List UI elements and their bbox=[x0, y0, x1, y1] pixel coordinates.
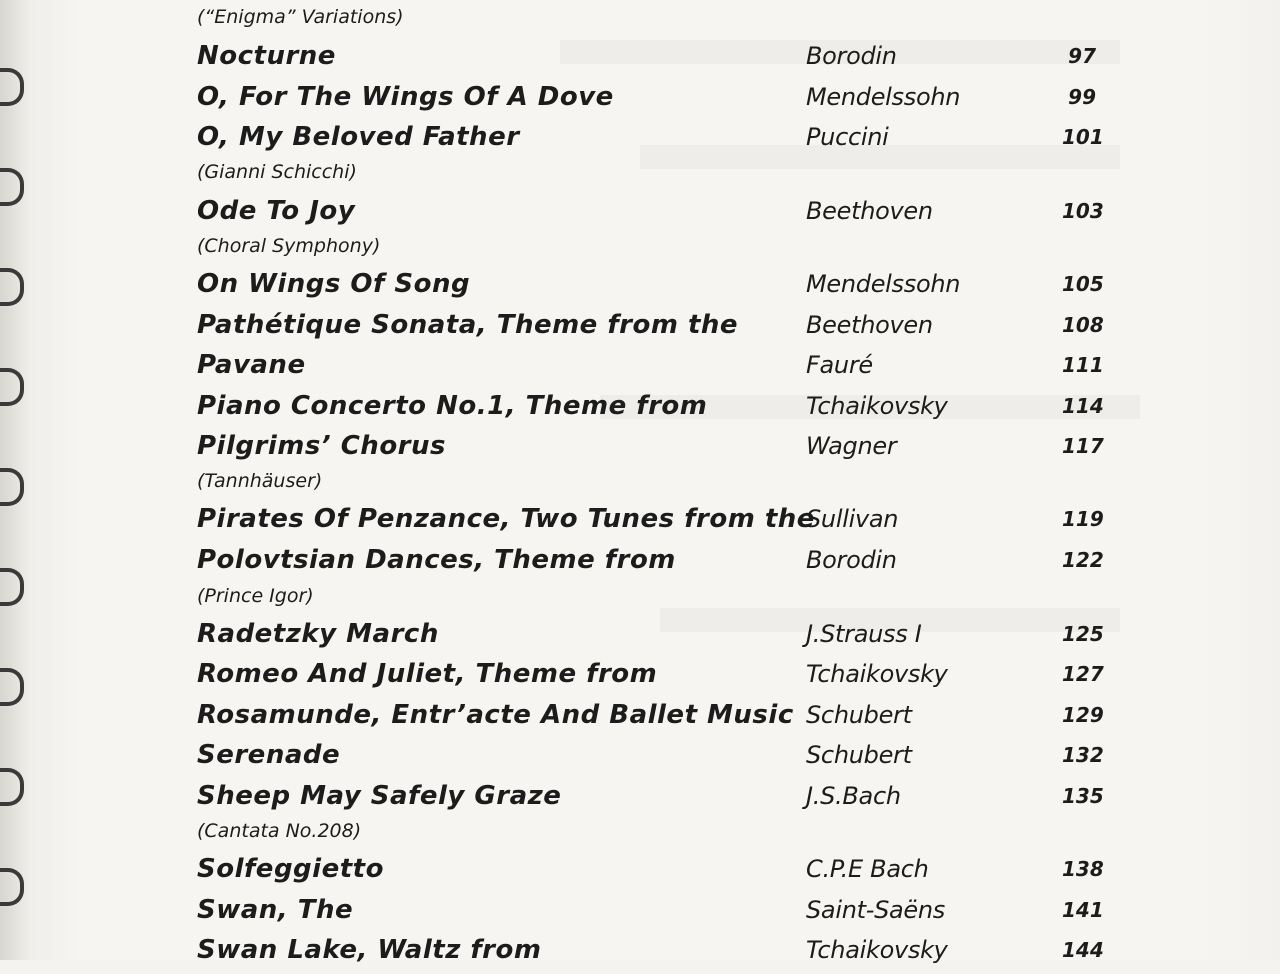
entry-page-number: 111 bbox=[1062, 353, 1104, 377]
list-item bbox=[0, 195, 1280, 235]
entry-title: Pathétique Sonata, Theme from the bbox=[197, 310, 739, 340]
entry-subtitle: (Prince Igor) bbox=[197, 585, 314, 607]
entry-page-number: 103 bbox=[1062, 199, 1104, 223]
entry-page-number: 135 bbox=[1062, 784, 1104, 808]
list-item bbox=[0, 699, 1280, 739]
entry-subtitle: (Tannhäuser) bbox=[197, 470, 323, 492]
list-item bbox=[0, 309, 1280, 349]
entry-title: Ode To Joy bbox=[197, 196, 356, 226]
list-item bbox=[0, 81, 1280, 121]
entry-title: Swan Lake, Waltz from bbox=[197, 935, 542, 965]
entry-page-number: 119 bbox=[1062, 507, 1104, 531]
entry-page-number: 97 bbox=[1068, 44, 1096, 68]
entry-page-number: 108 bbox=[1062, 313, 1104, 337]
entry-composer: J.S.Bach bbox=[806, 782, 901, 810]
list-item bbox=[0, 780, 1280, 820]
list-item bbox=[0, 349, 1280, 389]
list-item bbox=[0, 894, 1280, 934]
entry-subtitle: (Cantata No.208) bbox=[197, 820, 362, 842]
entry-composer: Sullivan bbox=[806, 505, 899, 533]
entry-title: O, For The Wings Of A Dove bbox=[197, 82, 614, 112]
entry-page-number: 144 bbox=[1062, 938, 1104, 962]
list-item bbox=[0, 390, 1280, 430]
entry-subtitle: (Gianni Schicchi) bbox=[197, 161, 357, 183]
entry-title: Rosamunde, Entr’acte And Ballet Music bbox=[197, 700, 794, 730]
entry-title: O, My Beloved Father bbox=[197, 122, 520, 152]
entry-title: Pirates Of Penzance, Two Tunes from the bbox=[197, 504, 815, 534]
entry-title: Romeo And Juliet, Theme from bbox=[197, 659, 658, 689]
entry-page-number: 141 bbox=[1062, 898, 1104, 922]
entry-composer: Fauré bbox=[806, 351, 873, 379]
list-item bbox=[0, 853, 1280, 893]
entry-composer: Saint-Saëns bbox=[806, 896, 946, 924]
entry-title: On Wings Of Song bbox=[197, 269, 471, 299]
entry-page-number: 114 bbox=[1062, 394, 1104, 418]
list-item bbox=[0, 430, 1280, 470]
entry-page-number: 127 bbox=[1062, 662, 1104, 686]
list-item bbox=[0, 40, 1280, 80]
list-item bbox=[0, 618, 1280, 658]
entry-page-number: 125 bbox=[1062, 622, 1104, 646]
list-item bbox=[0, 934, 1280, 974]
entry-composer: Borodin bbox=[806, 546, 897, 574]
entry-composer: Beethoven bbox=[806, 311, 933, 339]
entry-composer: Wagner bbox=[806, 432, 897, 460]
entry-subtitle: (Choral Symphony) bbox=[197, 235, 381, 257]
entry-page-number: 99 bbox=[1068, 85, 1096, 109]
entry-title: Piano Concerto No.1, Theme from bbox=[197, 391, 708, 421]
entry-title: Pavane bbox=[197, 350, 306, 380]
entry-title: Polovtsian Dances, Theme from bbox=[197, 545, 676, 575]
entry-composer: Puccini bbox=[806, 123, 889, 151]
entry-composer: Borodin bbox=[806, 42, 897, 70]
entry-composer: Beethoven bbox=[806, 197, 933, 225]
entry-composer: Schubert bbox=[806, 701, 912, 729]
entry-title: Radetzky March bbox=[197, 619, 439, 649]
list-item bbox=[0, 658, 1280, 698]
list-item bbox=[0, 544, 1280, 584]
entry-page-number: 129 bbox=[1062, 703, 1104, 727]
entry-page-number: 122 bbox=[1062, 548, 1104, 572]
entry-page-number: 117 bbox=[1062, 434, 1104, 458]
entry-page-number: 132 bbox=[1062, 743, 1104, 767]
entry-title: Serenade bbox=[197, 740, 341, 770]
entry-composer: J.Strauss I bbox=[806, 620, 922, 648]
list-item bbox=[0, 503, 1280, 543]
entry-title: Nocturne bbox=[197, 41, 336, 71]
entry-subtitle: (“Enigma” Variations) bbox=[197, 6, 404, 28]
entry-title: Sheep May Safely Graze bbox=[197, 781, 562, 811]
entry-title: Pilgrims’ Chorus bbox=[197, 431, 446, 461]
entry-composer: Mendelssohn bbox=[806, 270, 961, 298]
entry-title: Solfeggietto bbox=[197, 854, 384, 884]
entry-composer: Tchaikovsky bbox=[806, 392, 948, 420]
list-item bbox=[0, 268, 1280, 308]
entry-page-number: 138 bbox=[1062, 857, 1104, 881]
list-item bbox=[0, 739, 1280, 779]
list-item bbox=[0, 121, 1280, 161]
entry-title: Swan, The bbox=[197, 895, 354, 925]
entry-page-number: 101 bbox=[1062, 125, 1104, 149]
binding-ring-icon bbox=[0, 468, 24, 506]
entry-page-number: 105 bbox=[1062, 272, 1104, 296]
entry-composer: Tchaikovsky bbox=[806, 660, 948, 688]
entry-composer: Schubert bbox=[806, 741, 912, 769]
entry-composer: C.P.E Bach bbox=[806, 855, 929, 883]
entry-composer: Mendelssohn bbox=[806, 83, 961, 111]
entry-composer: Tchaikovsky bbox=[806, 936, 948, 964]
